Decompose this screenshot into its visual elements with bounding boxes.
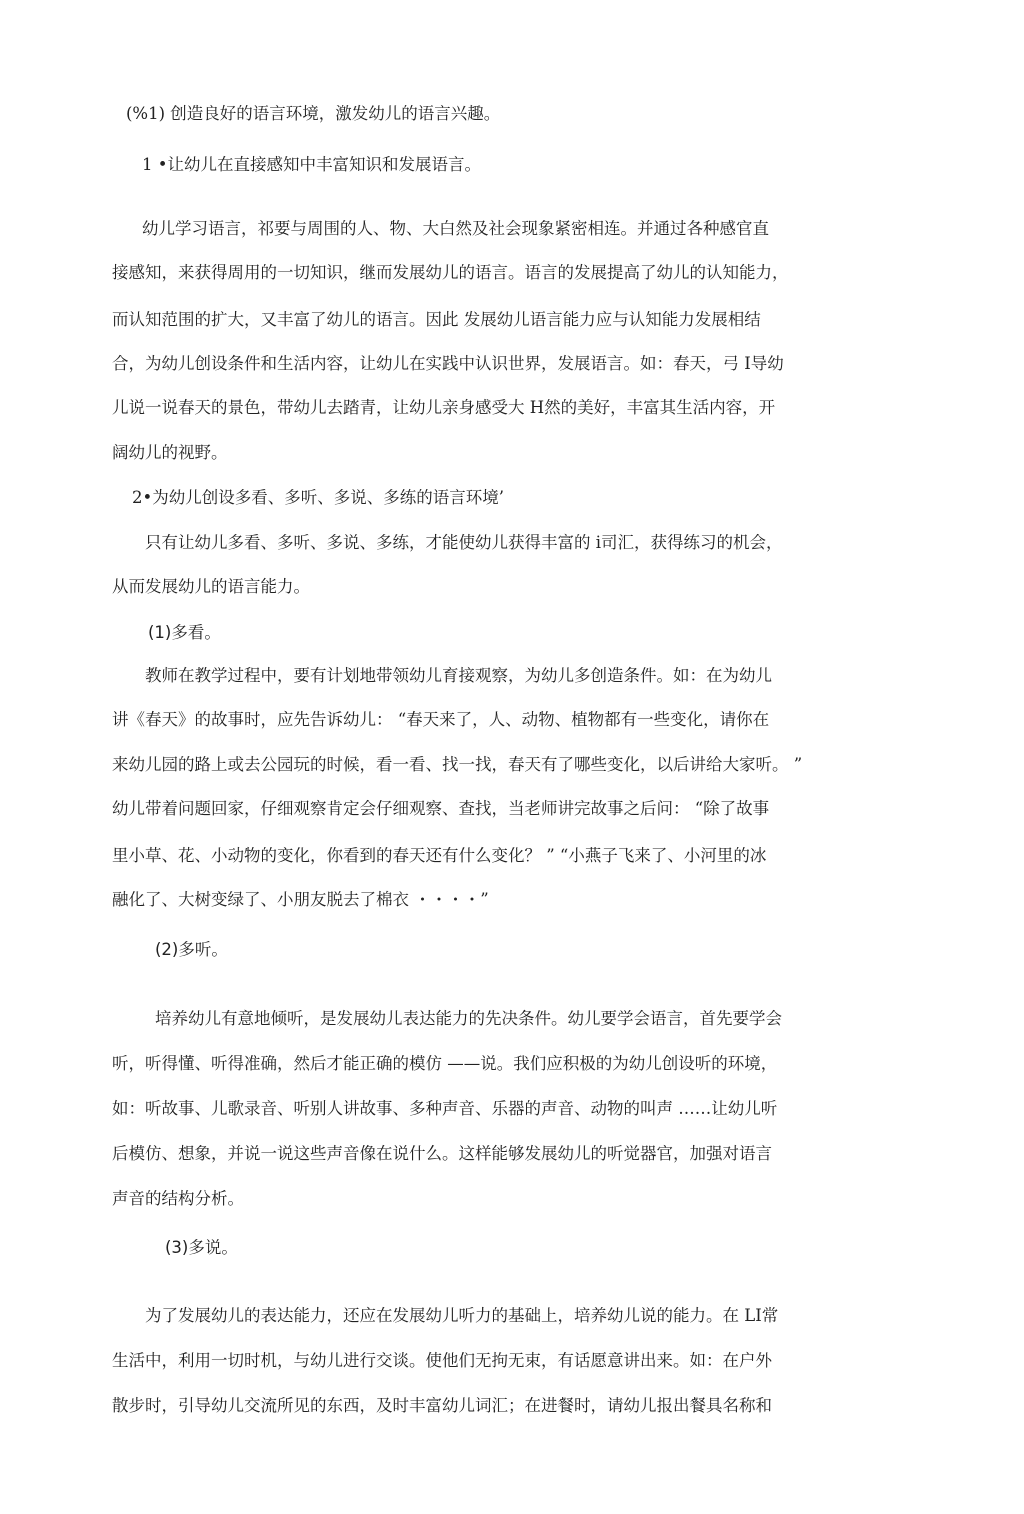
item-label-2: (2)多听。 — [155, 940, 228, 959]
paragraph-line: 幼儿学习语言，祁要与周围的人、物、大白然及社会现象紧密相连。并通过各种感官直 — [142, 219, 769, 238]
item-label-3: (3)多说。 — [165, 1238, 238, 1257]
paragraph-line: 儿说一说春天的景色，带幼儿去踏青，让幼儿亲身感受大 H然的美好，丰富其生活内容，开 — [112, 398, 776, 417]
section-heading: (%1) 创造良好的语言环境，激发幼儿的语言兴趣。 — [126, 104, 501, 123]
paragraph-line: 如：听故事、儿歌录音、听别人讲故事、多种声音、乐器的声音、动物的叫声 ……让幼儿听 — [112, 1099, 778, 1118]
paragraph-line: 只有让幼儿多看、多听、多说、多练，才能使幼儿获得丰富的 i司汇，获得练习的机会， — [145, 533, 783, 552]
paragraph-line: 接感知，来获得周用的一切知识，继而发展幼儿的语言。语言的发展提高了幼儿的认知能力， — [112, 263, 789, 282]
paragraph-line: 幼儿带着问题回家，仔细观察肯定会仔细观察、查找，当老师讲完故事之后问： “除了故事 — [112, 799, 770, 818]
paragraph-line: 从而发展幼儿的语言能力。 — [112, 577, 310, 596]
paragraph-line: 后模仿、想象，并说一说这些声音像在说什么。这样能够发展幼儿的听觉器官，加强对语言 — [112, 1144, 772, 1163]
paragraph-line: 里小草、花、小动物的变化，你看到的春天还有什么变化？ ” “小燕子飞来了、小河里的冰 — [112, 846, 767, 865]
paragraph-line: 来幼儿园的路上或去公园玩的时候，看一看、找一找，春天有了哪些变化，以后讲给大家听。 ” — [112, 755, 803, 774]
paragraph-line: 教师在教学过程中，要有计划地带领幼儿育接观察，为幼儿多创造条件。如：在为幼儿 — [145, 666, 772, 685]
item-label-1: (1)多看。 — [148, 623, 221, 642]
subheading-2: 2•为幼儿创设多看、多听、多说、多练的语言环境’ — [132, 488, 504, 507]
paragraph-line: 散步时，引导幼儿交流所见的东西，及时丰富幼儿词汇；在进餐时，请幼儿报出餐具名称和 — [112, 1396, 772, 1415]
paragraph-line: 培养幼儿有意地倾听，是发展幼儿表达能力的先决条件。幼儿要学会语言，首先要学会 — [155, 1009, 782, 1028]
paragraph-line: 讲《春天》的故事时，应先告诉幼儿： “春天来了，人、动物、植物都有一些变化，请你在 — [112, 710, 770, 729]
paragraph-line: 声音的结构分析。 — [112, 1189, 244, 1208]
paragraph-line: 为了发展幼儿的表达能力，还应在发展幼儿听力的基础上，培养幼儿说的能力。在 LI常 — [145, 1306, 779, 1325]
paragraph-line: 融化了、大树变绿了、小朋友脱去了棉衣 ・・・・” — [112, 890, 489, 909]
paragraph-line: 听，听得懂、听得准确，然后才能正确的模仿 ——说。我们应积极的为幼儿创设听的环境， — [112, 1054, 778, 1073]
paragraph-line: 生活中，利用一切时机，与幼儿进行交谈。使他们无拘无束，有话愿意讲出来。如：在户外 — [112, 1351, 772, 1370]
paragraph-line: 阔幼儿的视野。 — [112, 443, 228, 462]
paragraph-line: 而认知范围的扩大，又丰富了幼儿的语言。因此 发展幼儿语言能力应与认知能力发展相结 — [112, 310, 761, 329]
paragraph-line: 合，为幼儿创设条件和生活内容，让幼儿在实践中认识世界，发展语言。如：春天，弓 I导幼 — [112, 354, 784, 373]
subheading-1: 1 •让幼儿在直接感知中丰富知识和发展语言。 — [142, 155, 481, 174]
